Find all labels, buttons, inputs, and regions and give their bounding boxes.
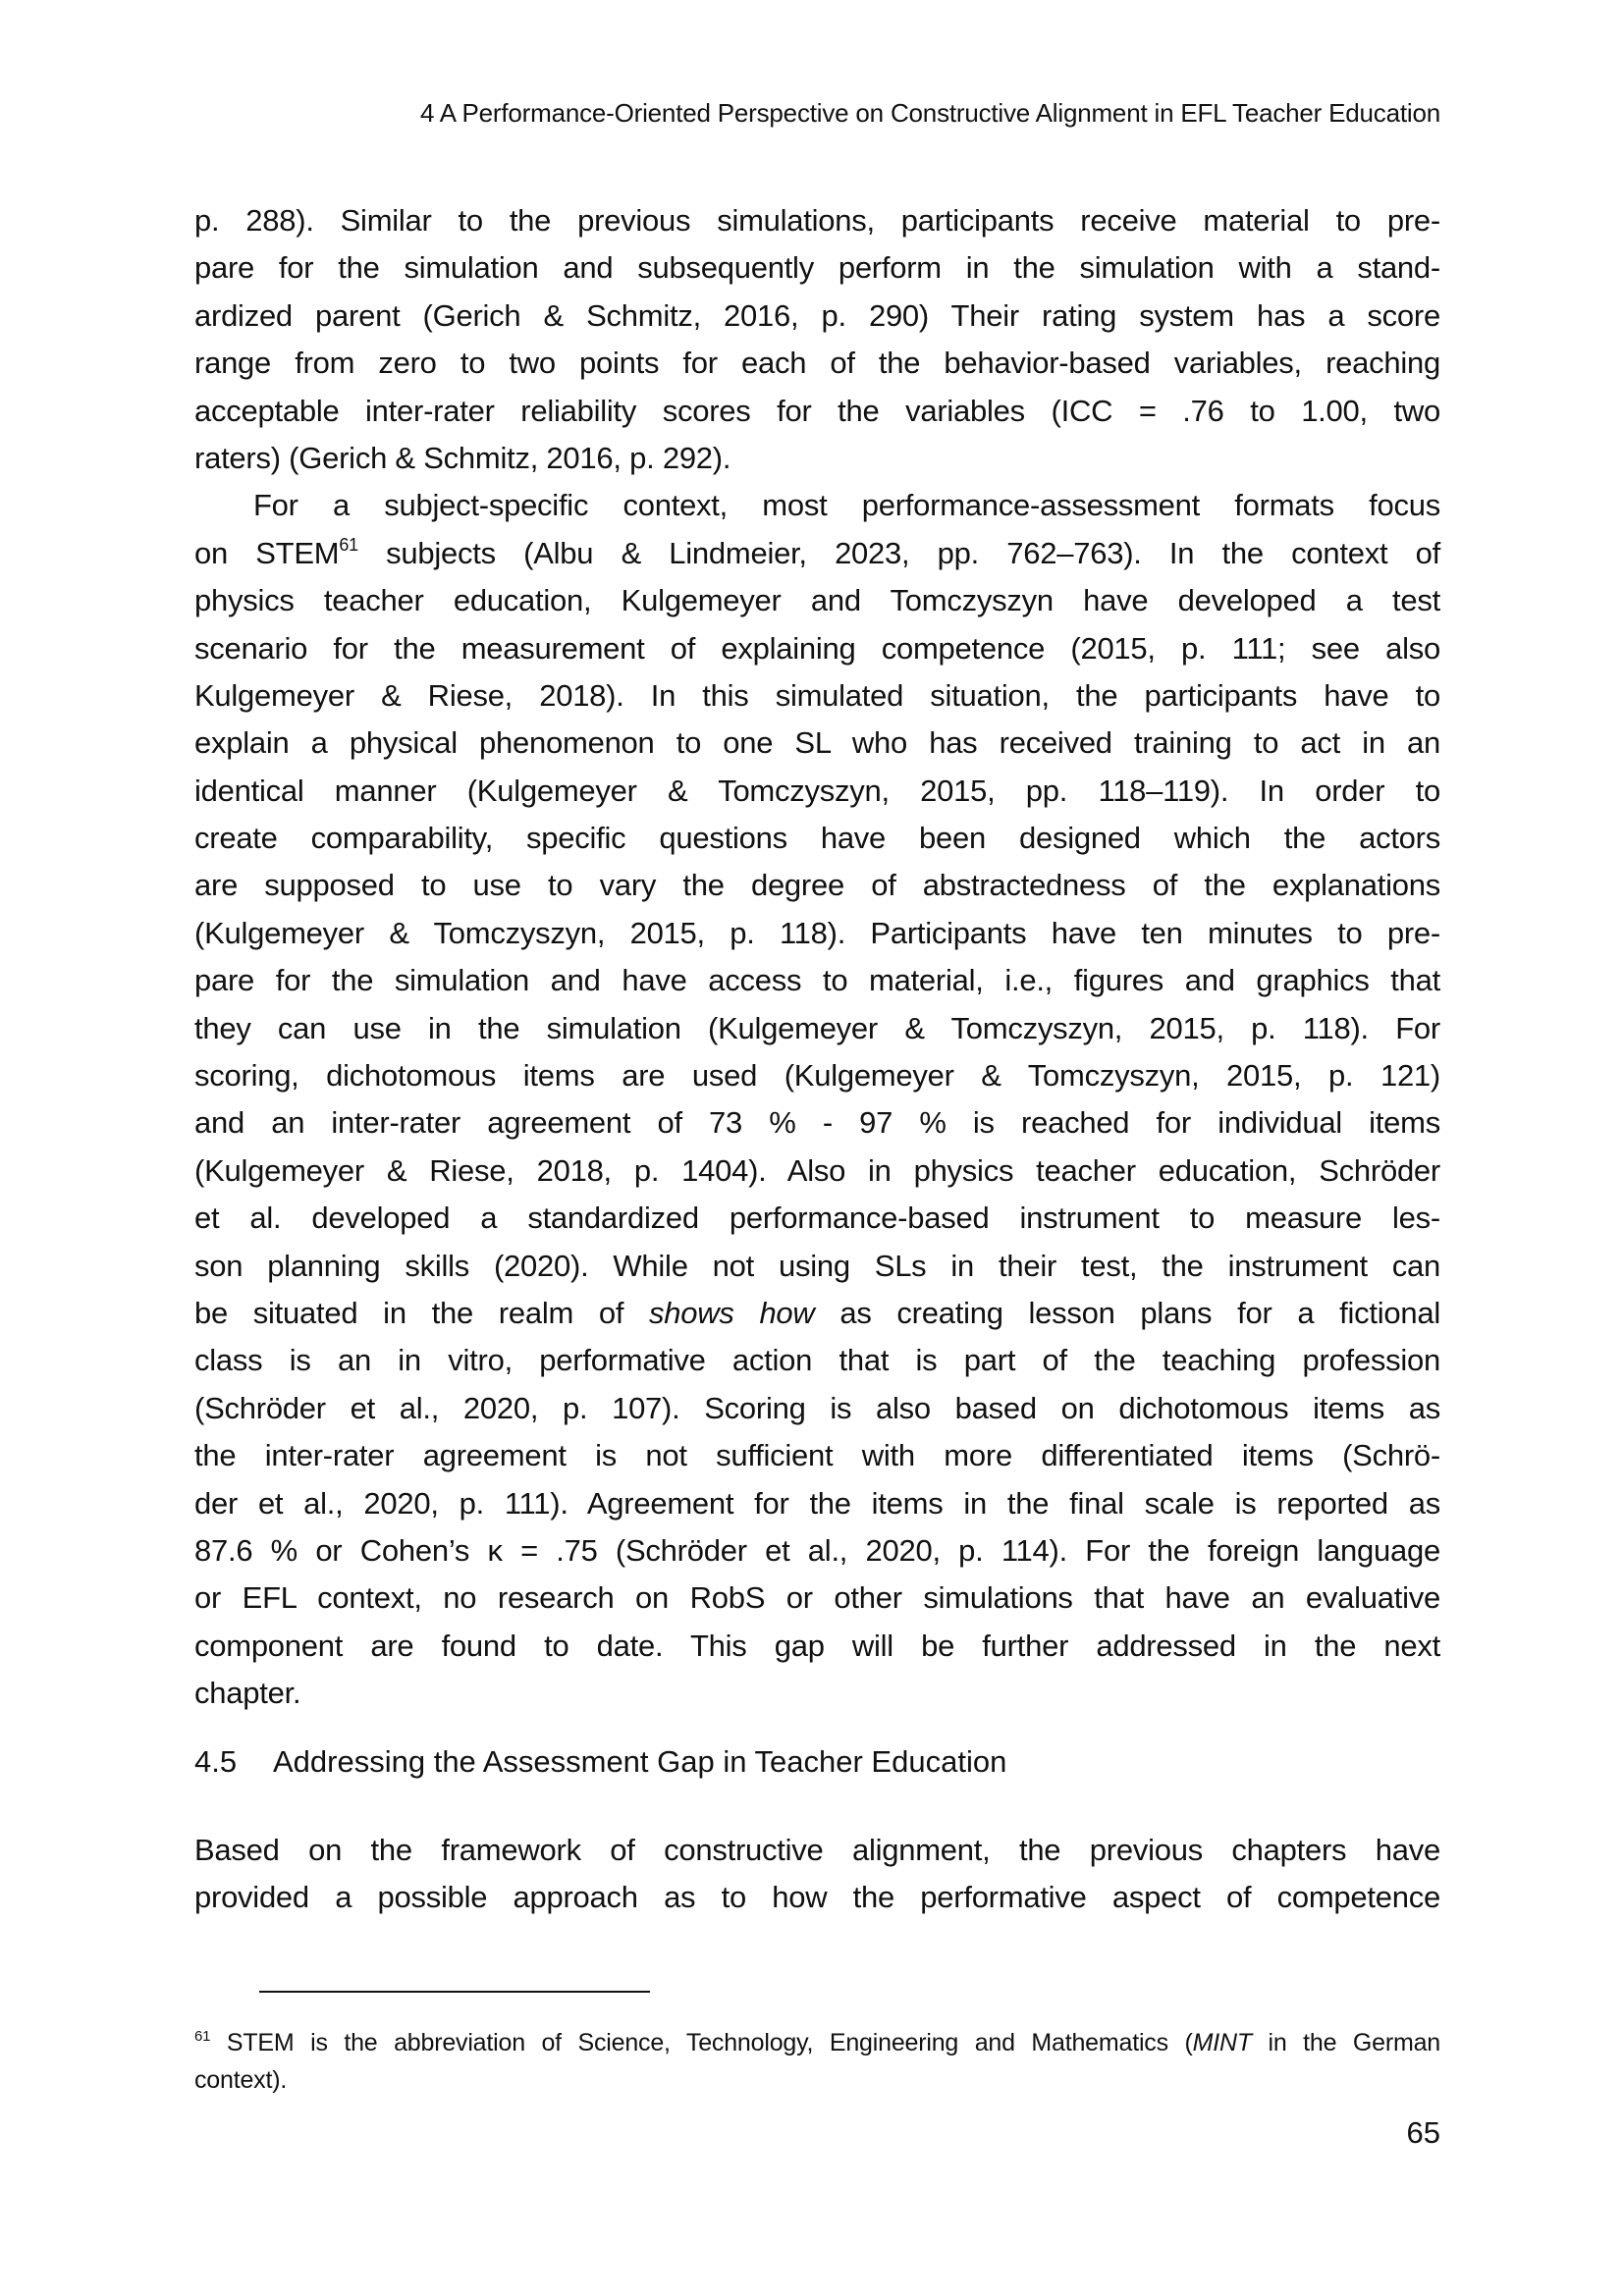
text-line	[194, 625, 1440, 672]
text-line	[194, 340, 1440, 387]
text-segment: subjects (Albu & Lindmeier, 2023, pp. 762–763). In the context of	[357, 535, 1440, 570]
text-segment: acceptable inter-rater reliability scores for the variables (ICC = .76 to 1.00, two	[194, 393, 1440, 428]
section-title: Addressing the Assessment Gap in Teacher Education	[273, 1744, 1007, 1779]
footnote-separator	[259, 1991, 650, 1993]
text-segment: scoring, dichotomous items are used (Kulgemeyer & Tomczyszyn, 2015, p. 121)	[194, 1058, 1440, 1094]
text-line	[194, 720, 1440, 767]
text-segment: and an inter-rater agreement of 73 % - 97 % is reached for individual items	[194, 1105, 1440, 1141]
footnote-text: STEM is the abbreviation of Science, Technology, Engineering and Mathematics (	[210, 2029, 1193, 2056]
text-segment: as creating lesson plans for a fictional	[814, 1295, 1440, 1330]
text-line	[194, 957, 1440, 1004]
text-segment: 87.6 % or Cohen’s κ = .75 (Schröder et al., 2020, p. 114). For the foreign language	[194, 1532, 1440, 1568]
text-segment: chapter.	[194, 1676, 301, 1711]
text-segment: be situated in the realm of	[194, 1295, 650, 1330]
text-segment: explain a physical phenomenon to one SL who has received training to act in an	[194, 725, 1440, 761]
text-segment: (Schröder et al., 2020, p. 107). Scoring is also based on dichotomous items as	[194, 1390, 1440, 1425]
text-segment: der et al., 2020, p. 111). Agreement for the items in the final scale is reported as	[194, 1485, 1440, 1521]
text-segment: Kulgemeyer & Riese, 2018). In this simulated situation, the participants have to	[194, 677, 1440, 713]
text-line	[194, 862, 1440, 909]
text-line	[194, 577, 1440, 624]
text-segment: component are found to date. This gap will be further addressed in the next	[194, 1628, 1440, 1663]
text-line	[194, 197, 1440, 244]
text-segment: they can use in the simulation (Kulgemeyer & Tomczyszyn, 2015, p. 118). For	[194, 1010, 1440, 1045]
footnote-text: context).	[194, 2066, 288, 2094]
text-line	[194, 815, 1440, 862]
footnote-marker: 61	[194, 2028, 211, 2045]
text-segment: (Kulgemeyer & Tomczyszyn, 2015, p. 118). Participants have ten minutes to pre-	[194, 915, 1440, 950]
text-segment: p. 288). Similar to the previous simulations, participants receive material to pre-	[194, 203, 1440, 238]
footnote-text: in the German	[1251, 2029, 1440, 2056]
footnote-reference: 61	[339, 534, 358, 555]
body-text	[194, 197, 1440, 1718]
text-line	[194, 1432, 1440, 1479]
text-segment: physics teacher education, Kulgemeyer and Tomczyszyn have developed a test	[194, 583, 1440, 618]
text-line	[194, 1290, 1440, 1337]
text-line	[194, 435, 1440, 482]
paragraph-after-heading	[194, 1827, 1440, 1922]
page-number: 65	[1406, 2115, 1440, 2150]
text-line	[194, 1670, 1440, 1717]
text-line	[194, 1005, 1440, 1052]
text-segment: on STEM	[194, 535, 340, 570]
text-segment: create comparability, specific questions have been designed which the actors	[194, 821, 1440, 856]
text-segment: shows how	[649, 1295, 815, 1330]
text-line	[194, 1337, 1440, 1384]
text-line	[194, 1480, 1440, 1527]
text-line	[194, 1195, 1440, 1242]
text-segment: For a subject-specific context, most performance-assessment formats focus	[253, 488, 1440, 523]
text-line	[194, 672, 1440, 720]
text-segment: ardized parent (Gerich & Schmitz, 2016, p. 290) Their rating system has a score	[194, 297, 1440, 333]
text-line	[194, 1527, 1440, 1575]
text-line	[194, 1385, 1440, 1432]
text-segment: the inter-rater agreement is not sufficient with more differentiated items (Schrö-	[194, 1438, 1440, 1473]
text-line	[194, 910, 1440, 957]
text-line: Based on the framework of constructive alignment, the previous chapters have	[194, 1833, 1440, 1867]
text-line	[194, 482, 1440, 529]
text-line	[194, 244, 1440, 292]
text-segment: pare for the simulation and have access to material, i.e., figures and graphics that	[194, 963, 1440, 998]
text-line	[194, 388, 1440, 435]
text-segment: or EFL context, no research on RobS or other simulations that have an evaluative	[194, 1580, 1440, 1616]
text-segment: pare for the simulation and subsequently perform in the simulation with a stand-	[194, 250, 1440, 286]
text-segment: identical manner (Kulgemeyer & Tomczyszyn, 2015, pp. 118–119). In order to	[194, 773, 1440, 808]
running-header: 4 A Performance-Oriented Perspective on Constructive Alignment in EFL Teacher Education	[419, 98, 1440, 128]
text-segment: scenario for the measurement of explaining competence (2015, p. 111; see also	[194, 630, 1440, 666]
text-line	[194, 1243, 1440, 1290]
text-line	[194, 1052, 1440, 1099]
text-segment: range from zero to two points for each of the behavior-based variables, reaching	[194, 346, 1440, 381]
text-line	[194, 293, 1440, 340]
text-segment: class is an in vitro, performative action that is part of the teaching profession	[194, 1343, 1440, 1378]
section-heading	[194, 1744, 1006, 1780]
section-number: 4.5	[194, 1744, 238, 1779]
text-line: provided a possible approach as to how the performative aspect of competence	[194, 1880, 1440, 1915]
text-line	[194, 530, 1440, 577]
footnote-italic: MINT	[1192, 2029, 1252, 2056]
text-line	[194, 1575, 1440, 1622]
text-segment: son planning skills (2020). While not using SLs in their test, the instrument can	[194, 1248, 1440, 1283]
text-line	[194, 1623, 1440, 1670]
text-line	[194, 768, 1440, 815]
text-segment: raters) (Gerich & Schmitz, 2016, p. 292).	[194, 440, 731, 475]
text-line	[194, 1148, 1440, 1195]
text-segment: are supposed to use to vary the degree of abstractedness of the explanations	[194, 868, 1440, 903]
text-line	[194, 1099, 1440, 1147]
footnote	[194, 2024, 1440, 2099]
text-segment: et al. developed a standardized performance-based instrument to measure les-	[194, 1201, 1440, 1236]
text-segment: (Kulgemeyer & Riese, 2018, p. 1404). Also in physics teacher education, Schröder	[194, 1152, 1440, 1188]
